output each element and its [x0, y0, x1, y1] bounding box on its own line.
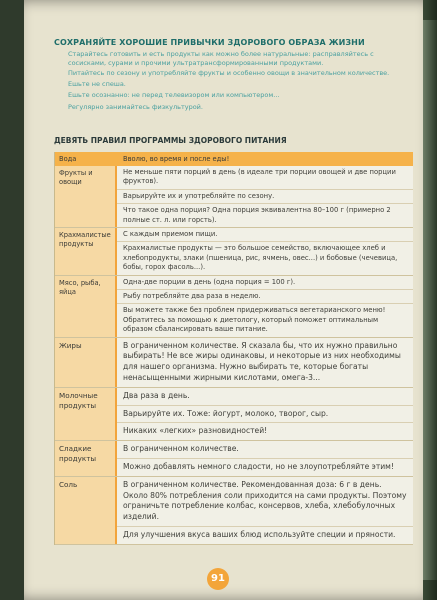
row-label: Вода [55, 152, 117, 166]
row-label: Мясо, рыба, яйца [55, 276, 117, 337]
row-label: Соль [55, 477, 117, 544]
row-text: В ограниченном количестве. Рекомендованная доза: 6 г в день. Около 80% потребления соли приходится на сами продукты. Поэтому ограничьте потребление колбас, консервов, хлеба, хлебобулочных изделий. [117, 477, 413, 527]
table-row [55, 441, 413, 477]
row-text: Два раза в день. [117, 388, 413, 406]
habit-tip: Регулярно занимайтесь физкультурой. [68, 102, 203, 111]
page-number: 91 [207, 568, 229, 590]
habits-title: СОХРАНЯЙТЕ ХОРОШИЕ ПРИВЫЧКИ ЗДОРОВОГО ОБРАЗА ЖИЗНИ [54, 38, 365, 47]
table-row [55, 477, 413, 545]
row-text: Крахмалистые продукты — это большое семейство, включающее хлеб и хлебопродукты, злаки (пшеница, рис, ячмень, овес...) и бобовые (чечевица, бобы, горох фасоль...). [117, 242, 413, 274]
row-text: В ограниченном количестве. [117, 441, 413, 459]
row-label: Сладкие продукты [55, 441, 117, 476]
row-text: Не меньше пяти порций в день (в идеале три порции овощей и две порции фруктов). [117, 166, 413, 190]
habit-tip: Ешьте осознанно: не перед телевизором или компьютером... [68, 91, 280, 99]
table-row [55, 228, 413, 276]
book-page [24, 0, 437, 600]
table-row [55, 276, 413, 338]
row-text: Можно добавлять немного сладости, но не злоупотребляйте этим! [117, 459, 413, 476]
table-row [55, 388, 413, 441]
row-text: Варьируйте их. Тоже: йогурт, молоко, творог, сыр. [117, 406, 413, 424]
habit-tip: Питайтесь по сезону и употребляйте фрукты и особенно овощи в значительном количестве. [68, 69, 390, 77]
row-text: Варьируйте их и употребляйте по сезону. [117, 190, 413, 204]
row-text: Никаких «легких» разновидностей! [117, 423, 413, 440]
habit-tip: Старайтесь готовить и есть продукты как можно более натуральные: расправляйтесь с сосисками, сурами и прочими ультратрансформированными продуктами. [68, 50, 374, 67]
row-text: Что такое одна порция? Одна порция эквивалентна 80–100 г (примерно 2 полные ст. л. или горсть). [117, 204, 413, 227]
row-text: В ограниченном количестве. Я сказала бы, что их нужно правильно выбирать! Не все жиры одинаковы, и некоторые из них необходимы для нашего организма. Нужно выбирать те, которые богаты ненасыщенными жирными кислотами, омега-3... [117, 338, 413, 387]
row-label: Крахмалистые продукты [55, 228, 117, 275]
table-row [55, 152, 413, 166]
row-text: Вы можете также без проблем придерживаться вегетарианского меню! Обратитесь за помощью к диетологу, который поможет оптимальным образом сбалансировать ваше питание. [117, 304, 413, 336]
row-text: Вволю, во время и после еды! [123, 155, 230, 163]
table-row [55, 166, 413, 228]
row-text: Для улучшения вкуса ваших блюд используйте специи и пряности. [117, 527, 413, 544]
book-edge-highlight [423, 20, 437, 580]
row-label: Жиры [55, 338, 117, 387]
habits-list [68, 50, 408, 113]
row-text: Рыбу потребляйте два раза в неделю. [117, 290, 413, 304]
table-row [55, 338, 413, 388]
row-label: Молочные продукты [55, 388, 117, 440]
row-text: С каждым приемом пищи. [117, 228, 413, 242]
rules-title: ДЕВЯТЬ ПРАВИЛ ПРОГРАММЫ ЗДОРОВОГО ПИТАНИЯ [54, 136, 287, 145]
rules-table [54, 152, 413, 545]
habit-tip: Ешьте не спеша. [68, 79, 126, 88]
row-label: Фрукты и овощи [55, 166, 117, 227]
row-text: Одна-две порции в день (одна порция = 100 г). [117, 276, 413, 290]
